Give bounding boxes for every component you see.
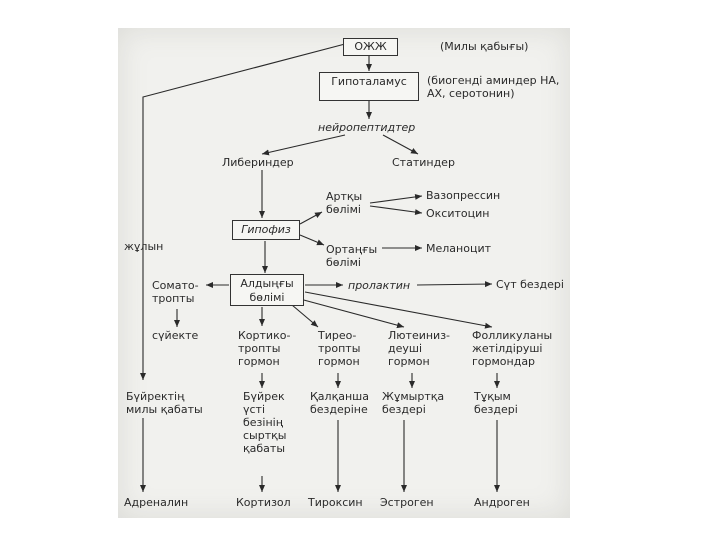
label-melanocit: Меланоцит [426,242,491,255]
label-biogen: (биогенді аминдер НА, АХ, серотонин) [427,74,560,100]
label-liberin: Либериндер [222,156,294,169]
label-mily-kabygy: (Милы қабығы) [440,40,529,53]
label-tukym: Тұқым бездері [474,390,518,416]
label-buyrek-usti: Бүйрек үсті безінің сыртқы қабаты [243,390,287,455]
label-adrenalin: Адреналин [124,496,189,509]
label-artky: Артқы бөлімі [326,190,363,216]
label-statin: Статиндер [392,156,455,169]
label-zhumyrtka: Жұмыртқа бездері [382,390,445,416]
arrow-aldyngy-tireo [292,305,318,327]
label-estrogen: Эстроген [380,496,434,509]
label-zhulyn: жұлын [124,240,164,253]
label-sut: Сүт бездері [496,278,564,291]
label-suyekte: сүйекте [152,329,199,342]
label-prolaktin: пролактин [348,279,411,292]
label-androgen: Андроген [474,496,530,509]
arrow-neiro-liberin [262,135,345,154]
label-kortizol: Кортизол [236,496,291,509]
label-kalkansha: Қалқанша бездеріне [310,390,369,416]
label-vazopressin: Вазопрессин [426,189,501,202]
label-neiropeptid: нейропептидтер [318,121,416,134]
label-buyrek-mily: Бүйректің милы қабаты [126,390,203,416]
label-tiroksin: Тироксин [308,496,363,509]
label-tireo: Тирео- тропты гормон [318,329,361,368]
label-kortiko: Кортико- тропты гормон [238,329,291,368]
node-ozhzh: ОЖЖ [343,38,398,56]
node-gipofiz: Гипофиз [232,220,300,240]
arrow-gipofiz-ortangy [300,235,324,245]
arrow-gipofiz-artky [300,212,322,224]
label-oksitocin: Окситоцин [426,207,490,220]
label-follikul: Фолликуланы жетілдіруші гормондар [472,329,553,368]
arrow-prolaktin-sut [417,284,492,285]
label-ortangy: Ортаңғы бөлімі [326,243,378,269]
arrow-neiro-statin [383,135,418,154]
node-gipotalamus: Гипоталамус [319,72,419,101]
arrow-artky-vazo [370,196,422,203]
arrow-aldyngy-lyutein [300,299,404,327]
arrow-artky-oksi [370,206,422,213]
label-somato: Сомато- тропты [152,279,199,305]
label-lyutein: Лютеиниз- деуші гормон [388,329,451,368]
node-aldyngy: Алдыңғы бөлімі [230,274,304,306]
arrow-aldyngy-follikul [305,292,492,327]
